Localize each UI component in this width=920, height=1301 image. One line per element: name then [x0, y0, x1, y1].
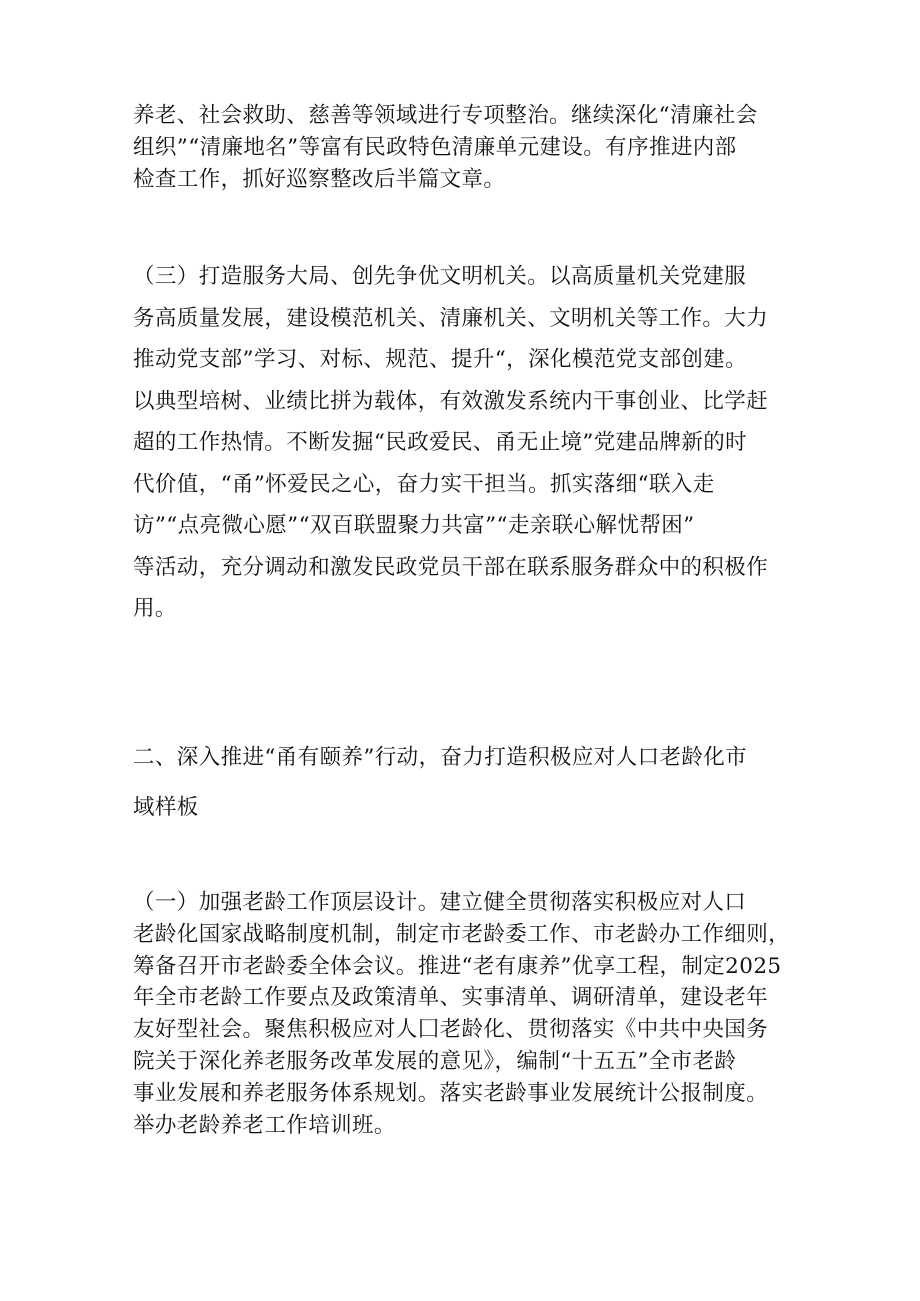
text-line: （一）加强老龄工作顶层设计。建立健全贯彻落实积极应对人口 [133, 890, 747, 915]
text-line: 组织”“清廉地名”等富有民政特色清廉单元建设。有序推进内部 [133, 135, 737, 160]
text-line: 等活动，充分调动和激发民政党员干部在联系服务群众中的积极作 [133, 554, 769, 580]
text-line: 友好型社会。聚焦积极应对人囗老龄化、贯彻落实《中共中央国务 [133, 1017, 769, 1043]
text-line: 养老、社会救助、慈善等领域进行专项整治。继续深化“清廉社会 [133, 103, 758, 128]
text-line: 超的工作热情。不断发掘“民政爱民、甬无止境”党建品牌新的时 [133, 430, 748, 455]
text-line: 筹备召开市老龄委全体会议。推进“老有康养”优享工程，制定2025 [133, 953, 782, 979]
text-line: 以典型培树、业绩比拼为载体，有效激发系统内干事创业、比学赶 [133, 388, 769, 414]
section-heading-elderly-care [133, 733, 801, 833]
text-line: 检查工作，抓好巡察整改后半篇文章。 [133, 167, 506, 192]
text-line: 务高质量发展，建设模范机关、清廉机关、文明机关等工作。大力 [133, 305, 769, 331]
text-line: 院关于深化养老服务改革发展的意见》，编制“十五五”全市老龄 [133, 1048, 737, 1074]
heading-line: 域样板 [133, 795, 199, 820]
text-line: 事业发展和养老服务体系规划。落实老龄事业发展统计公报制度。 [133, 1080, 769, 1106]
text-line: 推动党支部”学习、对标、规范、提升“，深化模范党支部创建。 [133, 347, 748, 372]
text-line: 代价值，“甬”怀爱民之心，奋力实干担当。抓实落细“联入走 [133, 471, 715, 497]
text-line: 老龄化国家战略制度机制，制定市老龄委工作、市老龄办工作细则， [133, 921, 791, 947]
paragraph-civilized-organ [133, 256, 801, 630]
text-line: 访”“点亮微心愿”“双百联盟聚力共富”“走亲联心解忧帮困” [133, 513, 695, 538]
heading-line: 二、深入推进“甬有颐养”行动，奋力打造积极应对人口老龄化市 [133, 745, 748, 770]
text-line: 用。 [133, 596, 177, 621]
paragraph-social-org-integrity [133, 100, 801, 196]
text-line: 举办老龄养老工作培训班。 [133, 1112, 396, 1138]
text-line: （三）打造服务大局、创先争优文明机关。以高质量机关党建服 [133, 264, 747, 289]
paragraph-aging-top-design [133, 887, 801, 1141]
text-line: 年全市老龄工作要点及政策清单、实事清单、调研清单，建设老年 [133, 985, 769, 1011]
